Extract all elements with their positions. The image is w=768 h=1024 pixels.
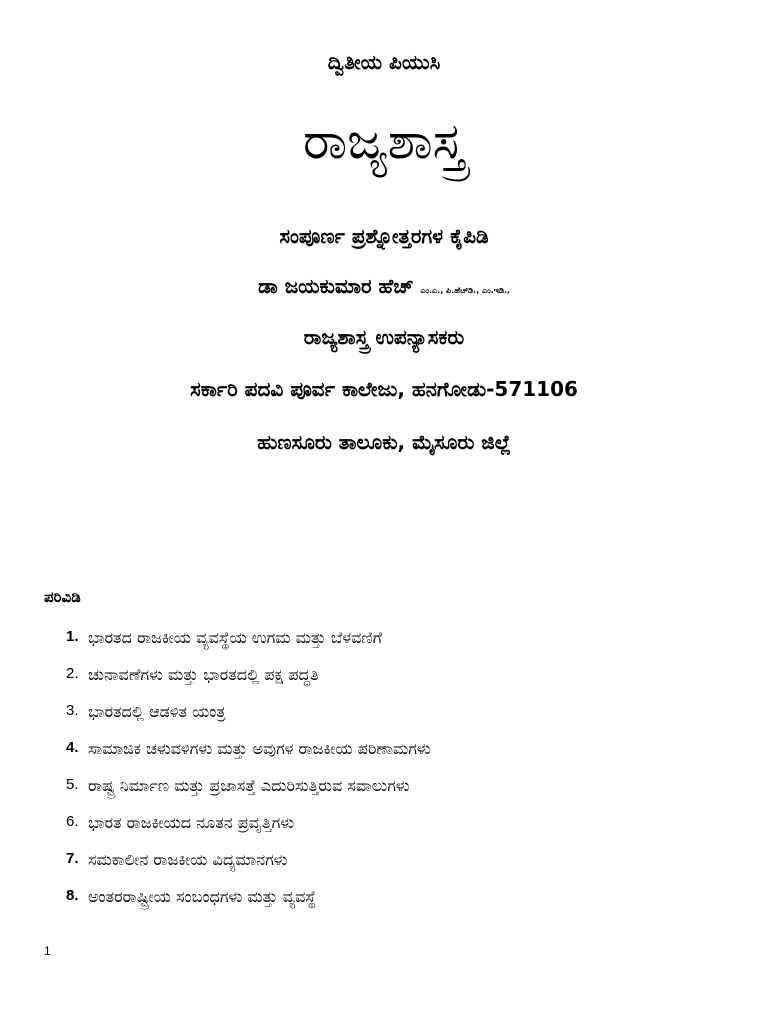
unit-number: 1. xyxy=(66,628,79,645)
list-item xyxy=(66,665,431,702)
unit-number: 6. xyxy=(66,813,79,830)
unit-title: ಭಾರತದಲ್ಲಿ ಆಡಳಿತ ಯಂತ್ರ xyxy=(88,702,226,721)
list-item xyxy=(66,628,431,665)
list-item xyxy=(66,702,431,739)
syllabus-list xyxy=(66,628,431,924)
unit-number: 3. xyxy=(66,702,79,719)
designation: ರಾಜ್ಯಶಾಸ್ತ್ರ ಉಪನ್ಯಾಸಕರು xyxy=(303,325,465,349)
list-item xyxy=(66,776,431,813)
unit-title: ಭಾರತದ ರಾಜಕೀಯ ವ್ಯವಸ್ಥೆಯ ಉಗಮ ಮತ್ತು ಬೆಳವಣಿಗೆ xyxy=(88,628,383,647)
unit-title: ಸಾಮಾಜಿಕ ಚಳುವಳಿಗಳು ಮತ್ತು ಅವುಗಳ ರಾಜಕೀಯ ಪರಿಣಾಮಗಳು xyxy=(88,739,431,758)
list-item xyxy=(66,887,431,924)
list-item xyxy=(66,850,431,887)
location: ಹುಣಸೂರು ತಾಲೂಕು, ಮೈಸೂರು ಜಿಲ್ಲೆ xyxy=(257,430,511,454)
subtitle: ಸಂಪೂರ್ಣ ಪ್ರಶ್ನೋತ್ತರಗಳ ಕೈಪಿಡಿ xyxy=(279,224,489,248)
unit-number: 5. xyxy=(66,776,79,793)
author-name: ಡಾ ಜಯಕುಮಾರ ಹೆಚ್ xyxy=(257,274,414,298)
class-label: ದ್ವಿತೀಯ ಪಿಯುಸಿ xyxy=(327,50,441,74)
unit-title: ರಾಷ್ಟ್ರ ನಿರ್ಮಾಣ ಮತ್ತು ಪ್ರಜಾಸತ್ತೆ ಎದುರಿಸುತ್ತಿರುವ ಸವಾಲುಗಳು xyxy=(88,776,410,795)
author-qualifications: ಎಂ.ಎ., ಪಿ.ಹೆಚ್‌ಡಿ., ಎಂ.ಇಡಿ., xyxy=(420,286,511,295)
unit-number: 4. xyxy=(66,739,79,756)
page-number: 1 xyxy=(44,944,51,958)
syllabus-heading: ಪರಿವಿಡಿ xyxy=(44,588,81,606)
unit-title: ಅಂತರರಾಷ್ಟ್ರೀಯ ಸಂಬಂಧಗಳು ಮತ್ತು ವ್ಯವಸ್ಥೆ xyxy=(88,887,317,906)
unit-title: ಚುನಾವಣೆಗಳು ಮತ್ತು ಭಾರತದಲ್ಲಿ ಪಕ್ಷ ಪದ್ಧತಿ xyxy=(88,665,319,684)
author-line xyxy=(0,274,768,298)
unit-title: ಭಾರತ ರಾಜಕೀಯದ ನೂತನ ಪ್ರವೃತ್ತಿಗಳು xyxy=(88,813,295,832)
unit-title: ಸಮಕಾಲೀನ ರಾಜಕೀಯ ವಿದ್ಯಮಾನಗಳು xyxy=(88,850,288,869)
unit-number: 7. xyxy=(66,850,79,867)
unit-number: 2. xyxy=(66,665,79,682)
college-name: ಸರ್ಕಾರಿ ಪದವಿ ಪೂರ್ವ ಕಾಲೇಜು, ಹನಗೋಡು-571106 xyxy=(190,377,578,401)
unit-number: 8. xyxy=(66,887,79,904)
list-item xyxy=(66,813,431,850)
subject-title: ರಾಜ್ಯಶಾಸ್ತ್ರ xyxy=(303,112,465,170)
list-item xyxy=(66,739,431,776)
